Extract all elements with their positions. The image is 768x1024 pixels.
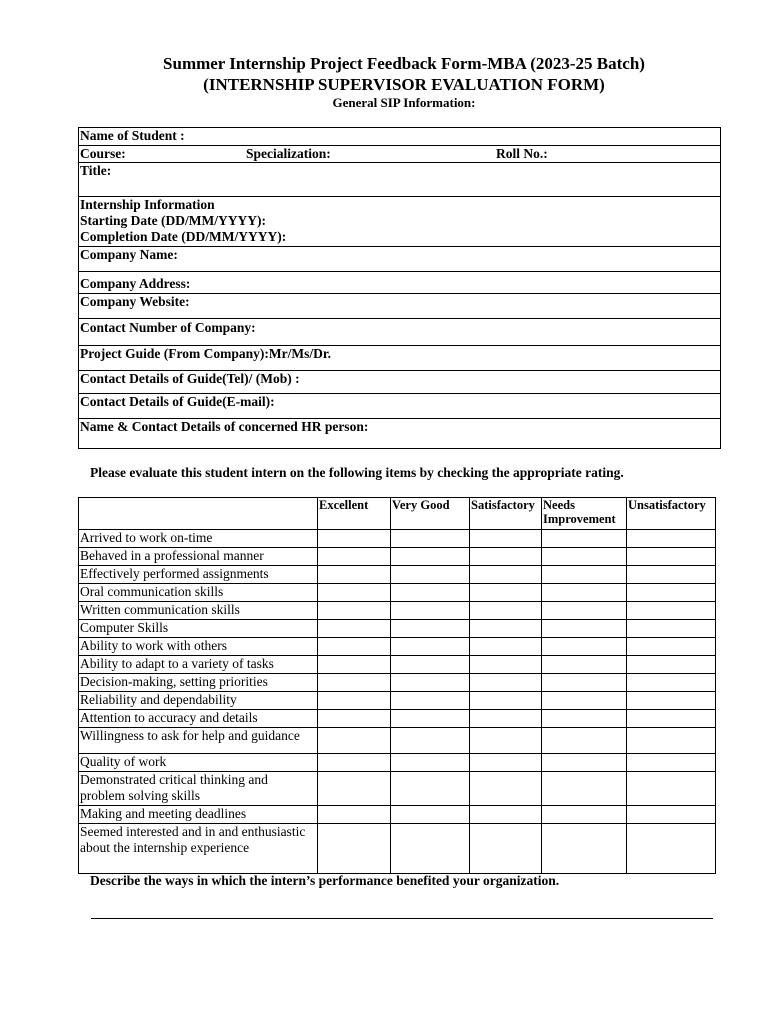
column-header: Unsatisfactory	[627, 498, 716, 530]
name-field[interactable]	[79, 128, 721, 146]
rating-cell[interactable]	[318, 602, 391, 620]
rating-cell[interactable]	[318, 584, 391, 602]
rating-item-label: Attention to accuracy and details	[79, 710, 318, 728]
title-label: Title:	[80, 163, 112, 178]
section-heading: General SIP Information:	[332, 95, 476, 110]
rating-item-label: Ability to adapt to a variety of tasks	[79, 656, 318, 674]
table-row	[79, 710, 716, 728]
rating-item-label: Decision-making, setting priorities	[79, 674, 318, 692]
rating-cell[interactable]	[470, 710, 542, 728]
rating-cell[interactable]	[627, 584, 716, 602]
rating-table	[78, 497, 716, 874]
rating-cell[interactable]	[391, 824, 470, 874]
rating-cell[interactable]	[627, 754, 716, 772]
company-website-field[interactable]	[79, 294, 721, 319]
rating-item-label: Making and meeting deadlines	[79, 806, 318, 824]
guide-tel-field[interactable]	[79, 371, 721, 394]
rating-cell[interactable]	[470, 548, 542, 566]
rating-cell[interactable]	[391, 638, 470, 656]
rating-cell[interactable]	[542, 824, 627, 874]
rating-item-label: Oral communication skills	[79, 584, 318, 602]
rating-cell[interactable]	[318, 530, 391, 548]
table-row	[79, 548, 716, 566]
rating-cell[interactable]	[391, 620, 470, 638]
table-row	[79, 754, 716, 772]
rating-cell[interactable]	[391, 754, 470, 772]
column-header: Needs Improvement	[542, 498, 627, 530]
rating-cell[interactable]	[542, 754, 627, 772]
rating-cell[interactable]	[542, 772, 627, 806]
rating-cell[interactable]	[542, 638, 627, 656]
rating-cell[interactable]	[542, 566, 627, 584]
rating-cell[interactable]	[627, 656, 716, 674]
rating-cell[interactable]	[318, 674, 391, 692]
rating-cell[interactable]	[391, 548, 470, 566]
completion-date-label: Completion Date (DD/MM/YYYY):	[80, 229, 287, 244]
rating-cell[interactable]	[627, 674, 716, 692]
contact-number-label: Contact Number of Company:	[80, 320, 256, 335]
rating-cell[interactable]	[318, 548, 391, 566]
table-row	[79, 728, 716, 754]
rating-cell[interactable]	[470, 602, 542, 620]
start-date-label: Starting Date (DD/MM/YYYY):	[80, 213, 266, 228]
rating-cell[interactable]	[627, 620, 716, 638]
rating-cell[interactable]	[470, 754, 542, 772]
rating-cell[interactable]	[470, 638, 542, 656]
table-row	[79, 584, 716, 602]
rating-cell[interactable]	[391, 584, 470, 602]
rating-cell[interactable]	[391, 530, 470, 548]
contact-number-field[interactable]	[79, 319, 721, 346]
form-subtitle: (INTERNSHIP SUPERVISOR EVALUATION FORM)	[203, 75, 605, 94]
guide-email-field[interactable]	[79, 394, 721, 419]
rating-cell[interactable]	[391, 566, 470, 584]
table-row	[79, 772, 716, 806]
rating-cell[interactable]	[542, 674, 627, 692]
table-row	[79, 692, 716, 710]
rating-cell[interactable]	[627, 728, 716, 754]
rating-item-label: Behaved in a professional manner	[79, 548, 318, 566]
rating-cell[interactable]	[542, 728, 627, 754]
course-row[interactable]	[79, 146, 721, 163]
column-header: Excellent	[318, 498, 391, 530]
table-row	[79, 566, 716, 584]
rating-cell[interactable]	[318, 806, 391, 824]
rating-cell[interactable]	[318, 772, 391, 806]
rating-item-label: Reliability and dependability	[79, 692, 318, 710]
rating-cell[interactable]	[470, 728, 542, 754]
rating-cell[interactable]	[391, 674, 470, 692]
rating-cell[interactable]	[542, 548, 627, 566]
hr-contact-field[interactable]	[79, 419, 721, 449]
guide-email-label: Contact Details of Guide(E-mail):	[80, 394, 275, 409]
evaluation-instruction: Please evaluate this student intern on the following items by checking the appropriate rating.	[90, 465, 624, 480]
rating-cell[interactable]	[318, 566, 391, 584]
rating-cell[interactable]	[318, 692, 391, 710]
rating-cell[interactable]	[470, 824, 542, 874]
rating-cell[interactable]	[470, 656, 542, 674]
rating-item-header	[79, 498, 318, 530]
rating-cell[interactable]	[627, 772, 716, 806]
rating-cell[interactable]	[318, 710, 391, 728]
internship-info-label: Internship Information	[80, 197, 215, 212]
project-guide-label: Project Guide (From Company):Mr/Ms/Dr.	[80, 346, 331, 361]
rating-cell[interactable]	[627, 806, 716, 824]
rating-cell[interactable]	[627, 692, 716, 710]
specialization-label: Specialization:	[246, 146, 331, 161]
rating-item-label: Computer Skills	[79, 620, 318, 638]
table-row	[79, 806, 716, 824]
rating-cell[interactable]	[542, 806, 627, 824]
company-name-field[interactable]	[79, 247, 721, 272]
guide-tel-label: Contact Details of Guide(Tel)/ (Mob) :	[80, 371, 300, 386]
rating-cell[interactable]	[391, 692, 470, 710]
rating-cell[interactable]	[542, 530, 627, 548]
column-header: Satisfactory	[470, 498, 542, 530]
rating-item-label: Written communication skills	[79, 602, 318, 620]
rating-cell[interactable]	[542, 710, 627, 728]
rating-cell[interactable]	[318, 656, 391, 674]
rating-cell[interactable]	[542, 656, 627, 674]
rating-cell[interactable]	[627, 824, 716, 874]
rating-cell[interactable]	[470, 806, 542, 824]
rating-cell[interactable]	[391, 656, 470, 674]
rating-cell[interactable]	[470, 530, 542, 548]
table-row	[79, 824, 716, 874]
rating-cell[interactable]	[542, 602, 627, 620]
table-row	[79, 674, 716, 692]
rating-item-label: Seemed interested and in and enthusiastic about the internship experience	[79, 824, 318, 874]
rating-item-label: Arrived to work on-time	[79, 530, 318, 548]
table-row	[79, 656, 716, 674]
rating-cell[interactable]	[470, 566, 542, 584]
rating-cell[interactable]	[391, 602, 470, 620]
rating-cell[interactable]	[318, 754, 391, 772]
table-row	[79, 638, 716, 656]
rating-cell[interactable]	[470, 772, 542, 806]
rating-cell[interactable]	[391, 806, 470, 824]
company-address-label: Company Address:	[80, 276, 191, 291]
hr-contact-label: Name & Contact Details of concerned HR person:	[80, 419, 369, 434]
rating-cell[interactable]	[470, 674, 542, 692]
rating-cell[interactable]	[627, 530, 716, 548]
describe-prompt: Describe the ways in which the intern’s performance benefited your organization.	[90, 873, 560, 888]
course-label: Course:	[80, 146, 126, 161]
rating-cell[interactable]	[470, 584, 542, 602]
table-row	[79, 602, 716, 620]
company-name-label: Company Name:	[80, 247, 178, 262]
rating-cell[interactable]	[318, 638, 391, 656]
rating-item-label: Ability to work with others	[79, 638, 318, 656]
title-field[interactable]	[79, 163, 721, 197]
rating-cell[interactable]	[470, 692, 542, 710]
company-address-field[interactable]	[79, 272, 721, 294]
table-row	[79, 620, 716, 638]
rating-cell[interactable]	[542, 692, 627, 710]
rating-cell[interactable]	[391, 772, 470, 806]
rating-cell[interactable]	[470, 620, 542, 638]
rating-cell[interactable]	[627, 602, 716, 620]
rating-cell[interactable]	[542, 620, 627, 638]
internship-info-field[interactable]	[79, 197, 721, 247]
sip-info-table	[78, 127, 721, 449]
name-label: Name of Student :	[80, 128, 185, 143]
rating-cell[interactable]	[627, 710, 716, 728]
rating-cell[interactable]	[318, 824, 391, 874]
form-title: Summer Internship Project Feedback Form-MBA (2023-25 Batch)	[163, 54, 645, 73]
column-header: Very Good	[391, 498, 470, 530]
project-guide-field[interactable]	[79, 346, 721, 371]
rating-item-label: Willingness to ask for help and guidance	[79, 728, 318, 754]
rating-item-label: Demonstrated critical thinking and problem solving skills	[79, 772, 318, 806]
rating-cell[interactable]	[391, 710, 470, 728]
roll-label: Roll No.:	[496, 146, 548, 161]
rating-item-label: Quality of work	[79, 754, 318, 772]
rating-cell[interactable]	[391, 728, 470, 754]
rating-cell[interactable]	[318, 728, 391, 754]
table-row	[79, 530, 716, 548]
rating-cell[interactable]	[627, 566, 716, 584]
rating-cell[interactable]	[627, 548, 716, 566]
rating-cell[interactable]	[318, 620, 391, 638]
answer-line[interactable]	[91, 918, 713, 919]
company-website-label: Company Website:	[80, 294, 190, 309]
rating-item-label: Effectively performed assignments	[79, 566, 318, 584]
rating-cell[interactable]	[627, 638, 716, 656]
rating-cell[interactable]	[542, 584, 627, 602]
